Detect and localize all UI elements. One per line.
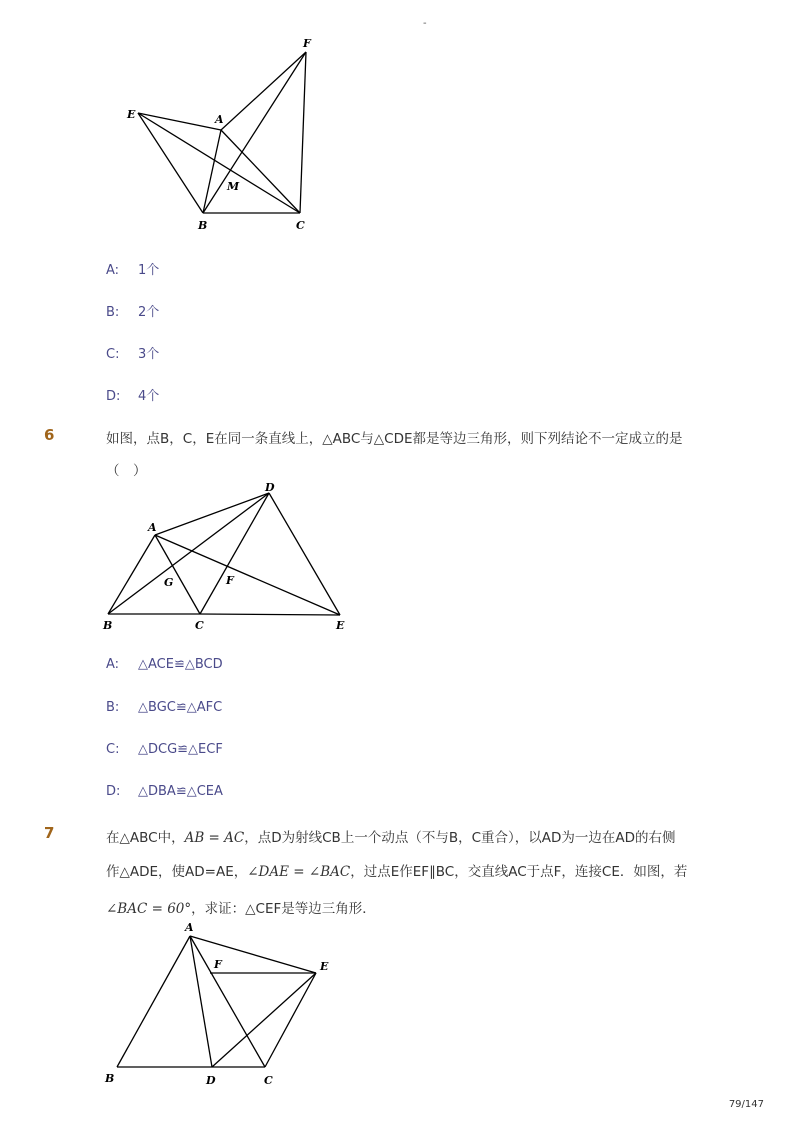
- option-label: A:: [106, 263, 120, 278]
- option-text: △ACE≌△BCD: [138, 657, 223, 672]
- option-text: △DBA≌△CEA: [138, 784, 223, 799]
- q7-formula-angle: ∠DAE = ∠BAC: [247, 864, 351, 880]
- label-b: B: [198, 219, 208, 232]
- segment-ad: [155, 493, 269, 535]
- segment-ab: [117, 936, 190, 1067]
- label-e: E: [127, 108, 136, 121]
- label-a: A: [185, 921, 194, 934]
- label-g: G: [164, 576, 174, 589]
- option-text: 3个: [138, 347, 160, 362]
- q7-text-line2: [106, 860, 687, 880]
- option-label: D:: [106, 389, 121, 404]
- option-label: B:: [106, 305, 120, 320]
- segment-bf: [203, 52, 306, 213]
- segment-fc: [300, 52, 306, 213]
- label-f: F: [303, 37, 311, 50]
- top-mark: -: [423, 18, 427, 29]
- label-e: E: [336, 619, 345, 632]
- label-f: F: [226, 574, 234, 587]
- q6-option-b: [106, 700, 222, 715]
- option-text: 2个: [138, 305, 160, 320]
- segment-ac: [155, 535, 200, 614]
- label-c: C: [264, 1074, 273, 1087]
- label-a: A: [148, 521, 157, 534]
- segment-eb: [138, 113, 203, 213]
- q7-line1-start: 在△ABC中，: [106, 830, 185, 846]
- q6-option-c: [106, 742, 223, 757]
- figure-q5: [0, 0, 400, 240]
- q6-text-line2: （ ）: [106, 463, 147, 479]
- segment-ae: [155, 535, 340, 615]
- q5-option-b: [106, 301, 159, 320]
- segment-ae: [190, 936, 316, 973]
- label-c: C: [195, 619, 204, 632]
- option-text: △DCG≌△ECF: [138, 742, 223, 757]
- segment-ab: [203, 130, 221, 213]
- q7-line3-end: ，求证：△CEF是等边三角形．: [191, 901, 376, 917]
- question-number-7: 7: [44, 824, 55, 842]
- segment-ec: [138, 113, 300, 213]
- option-label: A:: [106, 657, 120, 672]
- q7-line1-end: ，点D为射线CB上一个动点（不与B，C重合），以AD为一边在AD的右侧: [244, 830, 676, 846]
- option-label: B:: [106, 700, 120, 715]
- question-number-6: 6: [44, 426, 55, 444]
- label-a: A: [215, 113, 224, 126]
- segment-cd: [200, 493, 269, 614]
- label-d: D: [206, 1074, 216, 1087]
- q6-option-d: [106, 784, 223, 799]
- label-d: D: [265, 481, 275, 494]
- option-label: C:: [106, 742, 120, 757]
- q6-text-line1: 如图，点B，C，E在同一条直线上，△ABC与△CDE都是等边三角形，则下列结论不一定成立的是: [106, 431, 683, 447]
- q7-text-line1: [106, 826, 676, 846]
- segment-ce: [265, 973, 316, 1067]
- q5-option-d: [106, 385, 159, 404]
- label-m: M: [227, 180, 240, 193]
- segment-bd: [108, 493, 269, 614]
- q7-line2-start: 作△ADE，使AD=AE，: [106, 864, 248, 880]
- q6-option-a: [106, 657, 223, 672]
- q5-option-c: [106, 343, 159, 362]
- q7-formula-60: ∠BAC = 60°: [106, 901, 192, 917]
- segment-ab: [108, 535, 155, 614]
- label-f: F: [214, 958, 222, 971]
- option-label: C:: [106, 347, 120, 362]
- segment-ea: [138, 113, 221, 130]
- page-number: 79/147: [728, 1099, 764, 1110]
- option-text: 1个: [138, 263, 160, 278]
- option-label: D:: [106, 784, 121, 799]
- segment-de: [212, 973, 316, 1067]
- label-c: C: [296, 219, 305, 232]
- q7-line2-end: ，过点E作EF∥BC，交直线AC于点F，连接CE．如图，若: [350, 864, 688, 880]
- label-e: E: [320, 960, 329, 973]
- figure-q6: [0, 470, 400, 640]
- segment-ce: [200, 614, 340, 615]
- option-text: 4个: [138, 389, 160, 404]
- label-b: B: [103, 619, 113, 632]
- segment-de: [269, 493, 340, 615]
- label-b: B: [105, 1072, 115, 1085]
- figure-q7: [0, 910, 400, 1090]
- q5-option-a: [106, 259, 159, 278]
- option-text: △BGC≌△AFC: [138, 700, 223, 715]
- q7-formula-ab-ac: AB = AC: [184, 830, 245, 846]
